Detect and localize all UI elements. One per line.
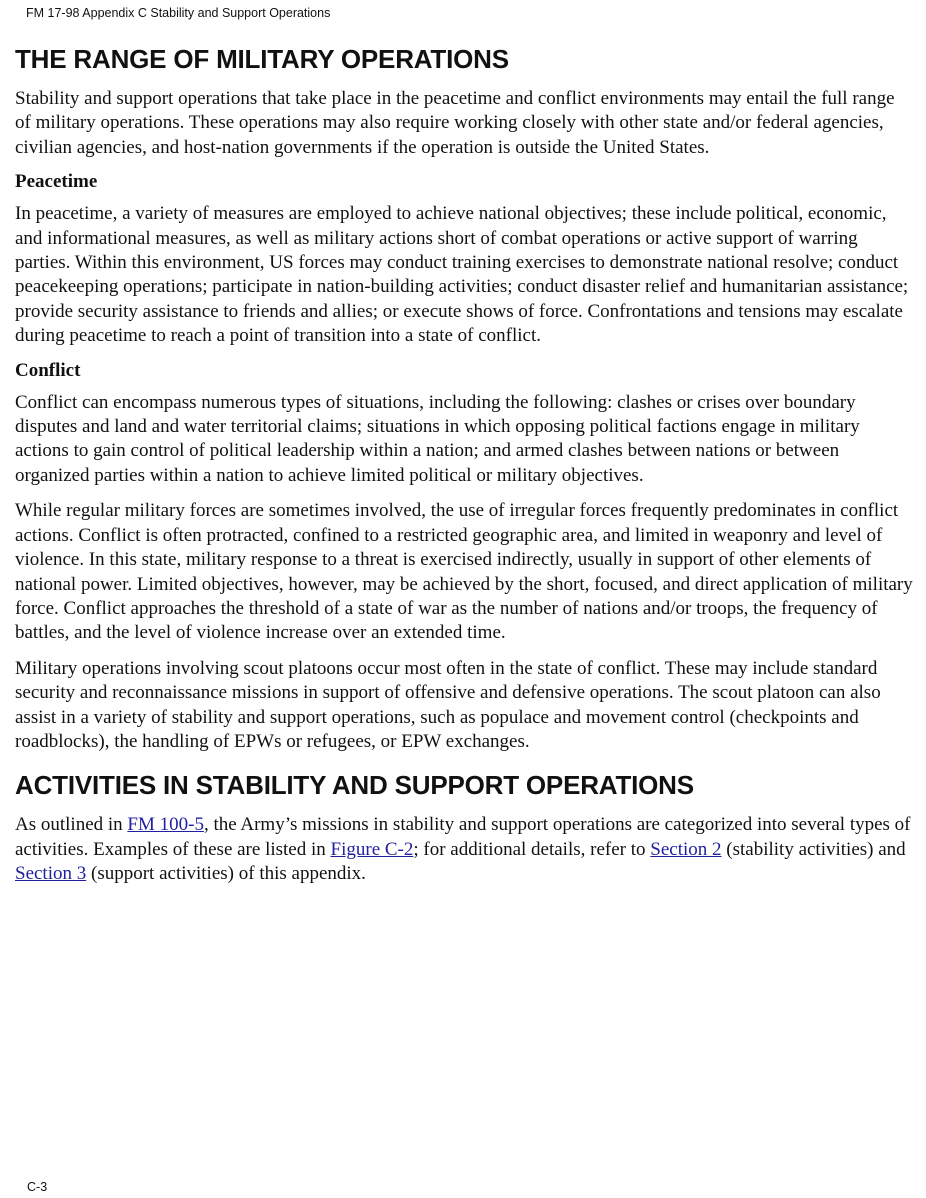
conflict-paragraph: Conflict can encompass numerous types of situations, including the following: clashes or crises over boundary disputes and land and water territorial claims; situations in which opposing political factions engage in military actions to gain control of political leadership within a nation; and armed clashes between nations or between organized parties within a nation to achieve limited political or military objectives. bbox=[15, 391, 860, 486]
subheading-conflict: Conflict bbox=[15, 359, 81, 381]
link-fm-100-5[interactable]: FM 100-5 bbox=[127, 814, 204, 836]
subheading-peacetime: Peacetime bbox=[15, 171, 98, 193]
text: As outlined in bbox=[15, 814, 128, 836]
text: , the Army’s missions in stability and support operations are categorized into several types of activities. Examples of these are listed in bbox=[15, 814, 911, 860]
link-figure-c-2[interactable]: Figure C-2 bbox=[330, 838, 414, 860]
page-number: C-3 bbox=[27, 1180, 48, 1194]
link-section-2[interactable]: Section 2 bbox=[650, 838, 722, 860]
conflict-paragraph: Military operations involving scout platoons occur most often in the state of conflict. These may include standard security and reconnaissance missions in support of offensive and defensive operations. The scout platoon can also assist in a variety of stability and support operations, such as populace and movement control (checkpoints and roadblocks), the handling of EPWs or refugees, or EPW exchanges. bbox=[15, 657, 881, 752]
running-head: FM 17-98 Appendix C Stability and Support Operations bbox=[26, 6, 331, 20]
conflict-paragraph: While regular military forces are sometimes involved, the use of irregular forces frequently predominates in conflict actions. Conflict is often protracted, confined to a restricted geographic area, and limited in weaponry and level of violence. In this state, military response to a threat is exercised indirectly, usually in support of other elements of national power. Limited objectives, however, may be achieved by the short, focused, and direct application of military force. Conflict approaches the threshold of a state of war as the number of nations and/or troops, the frequency of battles, and the level of violence increase over an extended time. bbox=[15, 500, 913, 644]
section-title-range: THE RANGE OF MILITARY OPERATIONS bbox=[15, 44, 509, 74]
page-content bbox=[15, 44, 913, 898]
text: (support activities) of this appendix. bbox=[86, 863, 366, 885]
section-title-activities: ACTIVITIES IN STABILITY AND SUPPORT OPERATIONS bbox=[15, 770, 694, 801]
activities-paragraph bbox=[15, 813, 913, 886]
text: (stability activities) and bbox=[721, 838, 906, 860]
link-section-3[interactable]: Section 3 bbox=[15, 863, 87, 885]
intro-paragraph: Stability and support operations that take place in the peacetime and conflict environments may entail the full range of military operations. These operations may also require working closely with other state and/or federal agencies, civilian agencies, and host-nation governments if the operation is outside the United States. bbox=[15, 88, 895, 158]
text: ; for additional details, refer to bbox=[413, 838, 651, 860]
peacetime-paragraph: In peacetime, a variety of measures are employed to achieve national objectives; these include political, economic, and informational measures, as well as military actions short of combat operations or active support of warring parties. Within this environment, US forces may conduct training exercises to demonstrate national resolve; conduct peacekeeping operations; participate in nation-building activities; conduct disaster relief and humanitarian assistance; provide security assistance to friends and allies; or execute shows of force. Confrontations and tensions may escalate during peacetime to reach a point of transition into a state of conflict. bbox=[15, 203, 909, 347]
